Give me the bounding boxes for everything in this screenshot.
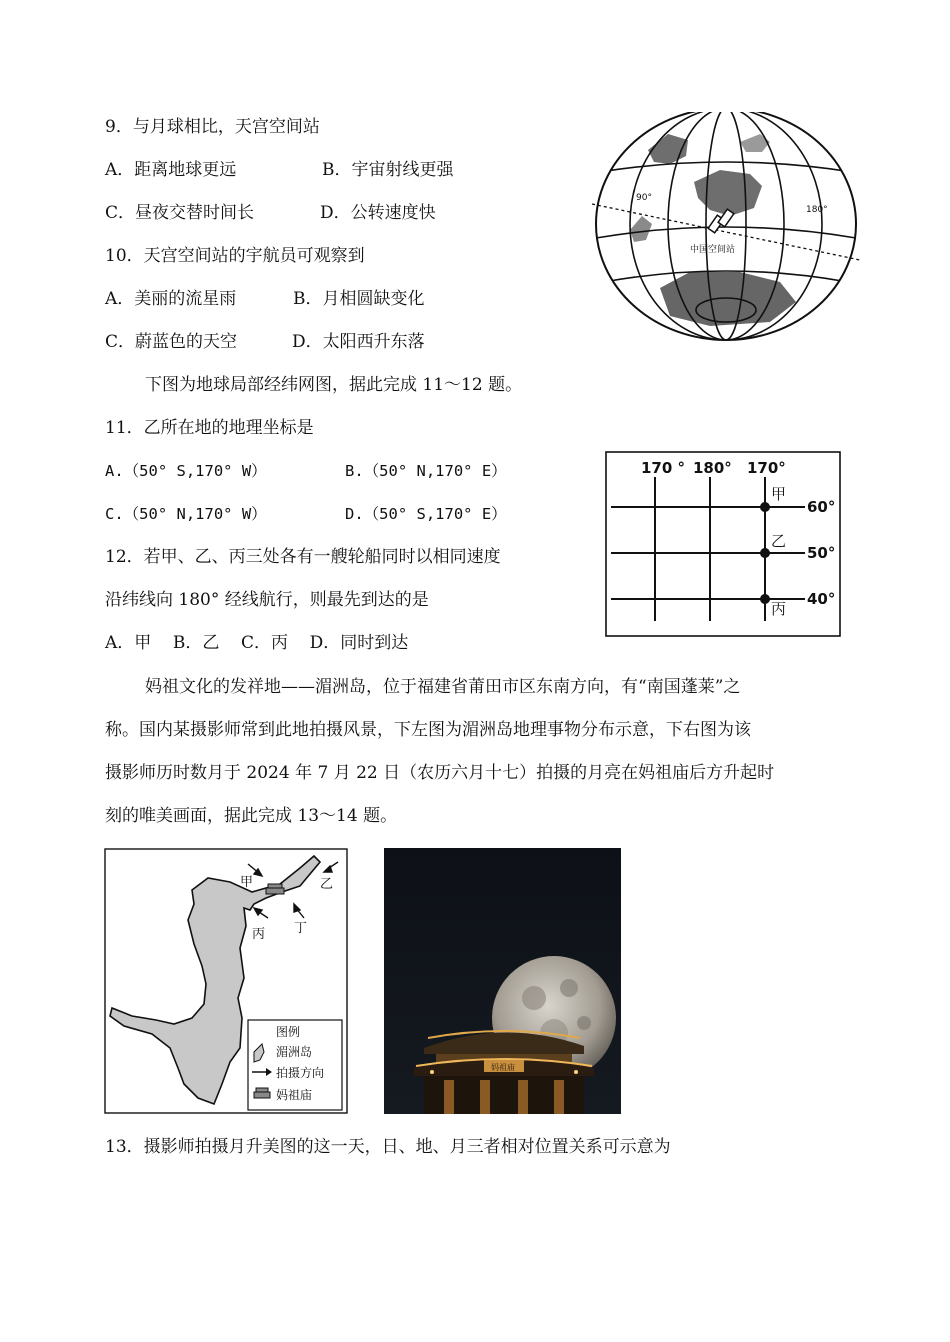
point-label-jia: 甲 <box>771 485 787 503</box>
station-label: 中国空间站 <box>690 245 736 255</box>
q9-option-b: B．宇宙射线更强 <box>322 160 454 180</box>
legend-temple-swatch <box>254 1092 270 1098</box>
temple-icon <box>266 884 284 894</box>
q10-option-d: D．太阳西升东落 <box>292 332 425 352</box>
temple-silhouette <box>414 1031 594 1114</box>
legend-title: 图例 <box>276 1025 301 1039</box>
moonrise-photo <box>384 848 621 1114</box>
latlon-grid-figure <box>605 451 841 637</box>
q12-stem-line1: 12．若甲、乙、丙三处各有一艘轮船同时以相同速度 <box>105 547 501 567</box>
intro-13-14-line3: 摄影师历时数月于 2024 年 7 月 22 日（农历六月十七）拍摄的月亮在妈祖庙后方升起时 <box>105 763 775 783</box>
lat-label-40: 40° <box>807 590 836 608</box>
q11-stem: 11．乙所在地的地理坐标是 <box>105 418 314 438</box>
point-label-bing: 丙 <box>771 600 787 618</box>
q9-option-c: C．昼夜交替时间长 <box>105 203 255 223</box>
point-jia <box>760 502 770 512</box>
point-label-yi: 乙 <box>771 532 787 550</box>
legend-direction: 拍摄方向 <box>276 1066 325 1080</box>
globe-figure <box>590 112 862 344</box>
q12-stem-line2: 沿纬线向 180° 经线航行，则最先到达的是 <box>105 590 429 610</box>
q10-stem: 10．天宫空间站的宇航员可观察到 <box>105 246 365 266</box>
island-map-figure <box>104 848 348 1114</box>
q11-option-c: C.（50° N,170° W） <box>105 505 267 523</box>
lon-label-2: 180° <box>693 459 732 477</box>
q11-option-d: D.（50° S,170° E） <box>345 505 507 523</box>
intro-13-14-line2: 称。国内某摄影师常到此地拍摄风景，下左图为湄洲岛地理事物分布示意，下右图为该 <box>105 720 751 740</box>
q9-option-d: D．公转速度快 <box>320 203 436 223</box>
temple-sign: 妈祖庙 <box>491 1063 515 1072</box>
map-label-jia: 甲 <box>240 875 254 890</box>
lon-label-90: 90° <box>636 193 652 203</box>
q10-option-b: B．月相圆缺变化 <box>293 289 425 309</box>
lat-label-60: 60° <box>807 498 836 516</box>
lon-label-1: 170 ° <box>641 459 686 477</box>
grid-frame <box>606 452 840 636</box>
legend-island: 湄洲岛 <box>276 1045 313 1059</box>
point-bing <box>760 594 770 604</box>
map-label-yi: 乙 <box>320 877 334 892</box>
lat-label-50: 50° <box>807 544 836 562</box>
q11-option-a: A.（50° S,170° W） <box>105 462 267 480</box>
lon-label-180: 180° <box>806 205 828 215</box>
q13-stem: 13．摄影师拍摄月升美图的这一天，日、地、月三者相对位置关系可示意为 <box>105 1137 671 1157</box>
q10-option-c: C．蔚蓝色的天空 <box>105 332 238 352</box>
q10-option-a: A．美丽的流星雨 <box>105 289 237 309</box>
intro-11-12: 下图为地球局部经纬网图，据此完成 11～12 题。 <box>145 375 523 395</box>
q9-option-a: A．距离地球更远 <box>105 160 237 180</box>
map-label-ding: 丁 <box>294 921 308 936</box>
q9-stem: 9．与月球相比，天宫空间站 <box>105 117 320 137</box>
map-label-bing: 丙 <box>252 927 266 942</box>
point-yi <box>760 548 770 558</box>
legend-temple: 妈祖庙 <box>276 1088 313 1102</box>
intro-13-14-line1: 妈祖文化的发祥地——湄洲岛，位于福建省莆田市区东南方向，有“南国蓬莱”之 <box>145 677 741 697</box>
q11-option-b: B.（50° N,170° E） <box>345 462 507 480</box>
q12-options: A．甲 B．乙 C．丙 D．同时到达 <box>105 633 409 653</box>
lon-label-3: 170° <box>747 459 786 477</box>
intro-13-14-line4: 刻的唯美画面，据此完成 13～14 题。 <box>105 806 398 826</box>
